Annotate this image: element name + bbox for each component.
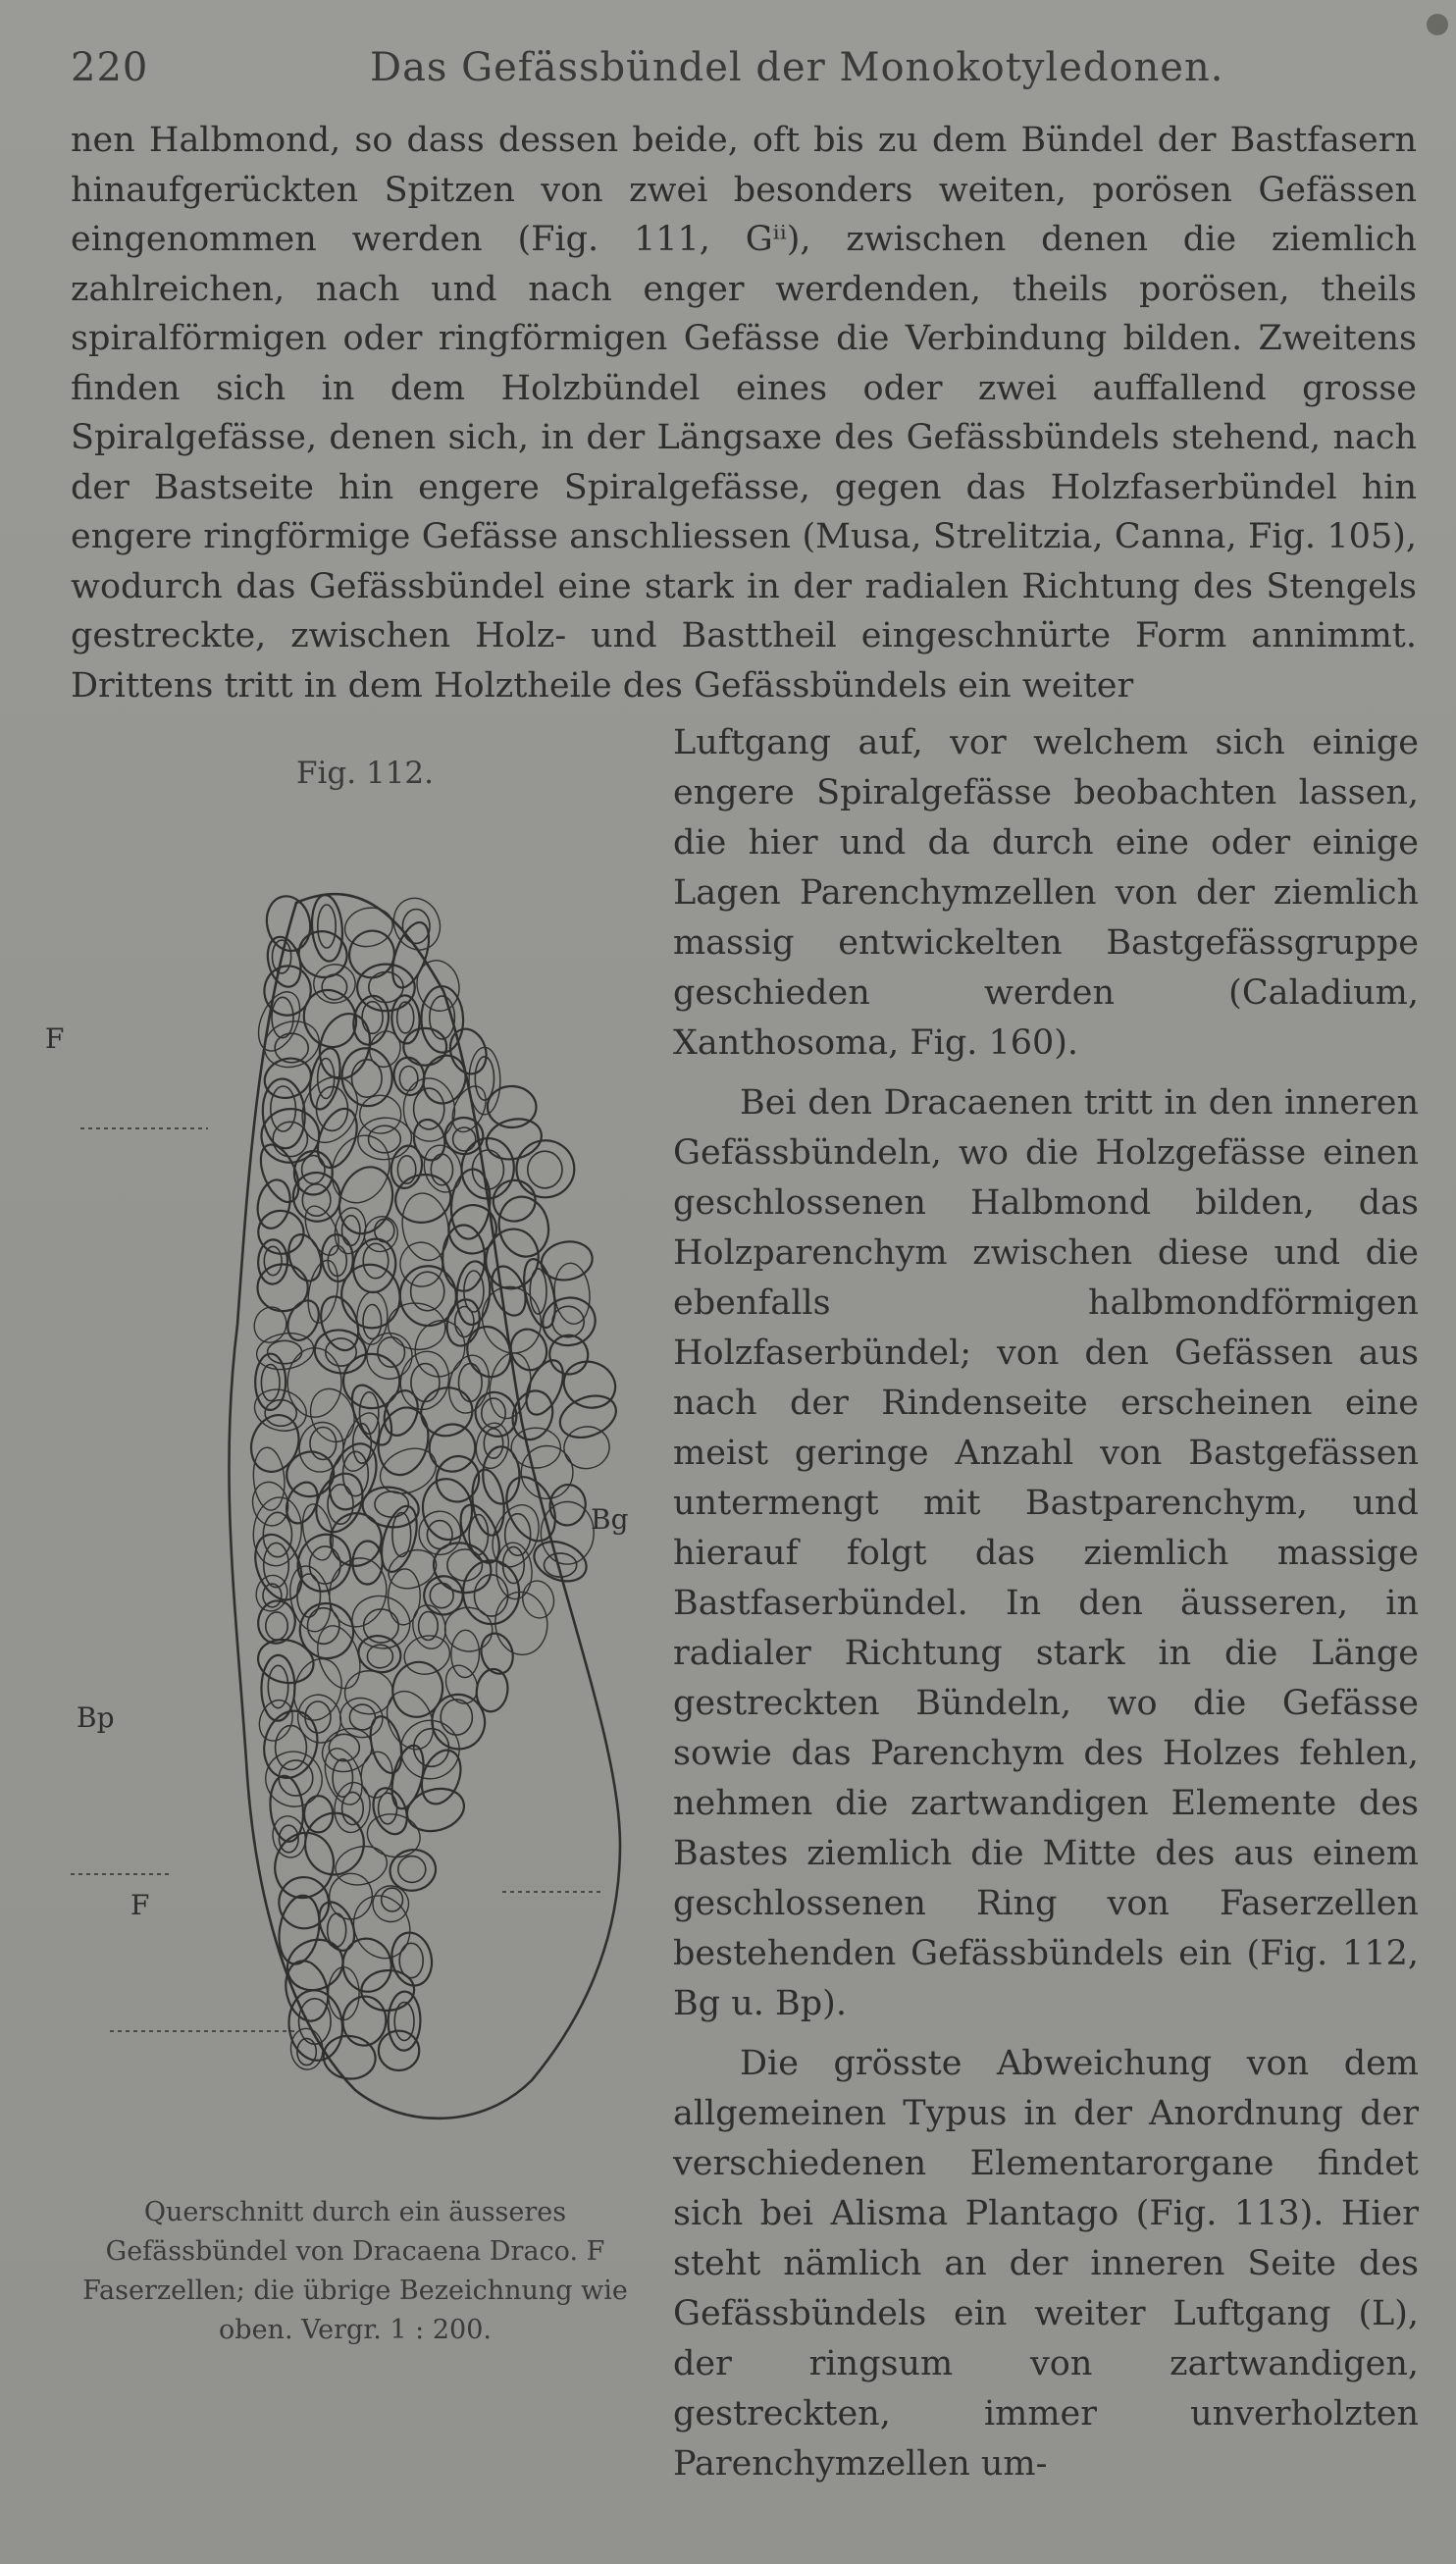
cell-outline [311, 1326, 369, 1377]
cell-outline [519, 1355, 570, 1421]
cell-outline [255, 1354, 286, 1410]
cell-outline [372, 1402, 435, 1480]
cell-outline [257, 1744, 330, 1815]
cell-lumen [484, 1429, 502, 1458]
cell-outline [341, 903, 397, 951]
right-text-column [673, 718, 1419, 2489]
cell-outline [360, 1969, 415, 2013]
cell-outline [491, 1177, 539, 1225]
right-paragraph-3: Die grösste Abweichung von dem allgemeinen Typus in der Anordnung der verschiedenen Elementarorgane findet sich bei Alisma Plantago (Fig. 113). Hier steht nämlich an der inneren Seite des Gefässbündels ein weiter Luftgang (L), der ringsum von zartwandigen, gestreckten, immer unverholzten Parenchymzellen um- [673, 2044, 1419, 2484]
cell-lumen [263, 1584, 282, 1607]
cell-outline [539, 1237, 596, 1284]
cell-lumen [333, 1759, 352, 1798]
cell-outline [363, 1808, 425, 1861]
cell-outline [307, 1466, 371, 1539]
cell-outline [560, 1423, 612, 1472]
cell-outline [418, 1570, 469, 1621]
cell-outline [397, 1189, 453, 1263]
cell-outline [428, 1423, 476, 1473]
cell-outline [399, 1631, 454, 1680]
cell-outline [255, 1208, 306, 1257]
cell-outline [312, 1008, 377, 1085]
cell-outline [332, 1781, 373, 1835]
cell-outline [385, 1299, 448, 1353]
cell-outline [344, 1670, 393, 1714]
cell-outline [409, 1315, 471, 1382]
cell-lumen [379, 1793, 397, 1824]
cell-outline [300, 1808, 368, 1879]
page-number: 220 [71, 45, 149, 90]
cell-outline [254, 1330, 316, 1374]
cell-outline [483, 1446, 520, 1504]
cell-outline [450, 1630, 480, 1678]
cell-lumen [397, 1002, 414, 1033]
cell-lumen [441, 1700, 472, 1735]
cell-lumen [264, 1246, 282, 1275]
cell-outline [494, 1192, 554, 1262]
cell-outline [355, 1291, 389, 1345]
figure-caption: Querschnitt durch ein äusseres Gefässbündel von Dracaena Draco. F Faserzellen; die übrige Bezeichnung wie oben. Vergr. 1 : 200. [82, 2197, 628, 2345]
cell-outline [506, 1386, 559, 1445]
right-paragraph-2: Bei den Dracaenen tritt in den inneren Gefässbündeln, wo die Holzgefässe einen geschlossenen Halbmond bilden, das Holzparenchym zwischen diese und die ebenfalls halbmondförmigen Holzfaserbündel; von den Gefässen aus nach der Rindenseite erscheinen eine meist geringe Anzahl von Bastgefässen untermengt mit Bastparenchym, und hierauf folgt das ziemlich massige Bastfaserbündel. In den äusseren, in radialer Richtung stark in die Länge gestreckten Bündeln, wo die Gefässe sowie das Parenchym des Holzes fehlen, nehmen die zartwandigen Elemente des Bastes ziemlich die Mitte des aus einem geschlossenen Ring von Faserzellen bestehenden Gefässbündels ein (Fig. 112, Bg u. Bp). [673, 1083, 1419, 2023]
cell-lumen [352, 1060, 383, 1097]
cell-outline [513, 1136, 578, 1201]
cell-lumen [266, 1612, 287, 1640]
cell-outline [249, 1384, 311, 1438]
full-width-paragraph: nen Halbmond, so dass dessen beide, oft bis zu dem Bündel der Bastfasern hinaufgerückten Spitzen von zwei besonders weiten, porösen Gefässen eingenommen werden (Fig. 111, Gⁱⁱ), zwischen denen die ziemlich zahlreichen, nach und nach enger werdenden, theils porösen, theils spiralförmigen oder ringförmigen Gefässe die Verbindung bilden. Zweitens finden sich in dem Holzbündel eines oder zwei auffallend grosse Spiralgefässe, denen sich, in der Längsaxe des Gefässbündels stehend, nach der Bastseite hin engere Spiralgefässe, gegen das Holzfaserbündel hin engere ringförmige Gefässe anschliessen (Musa, Strelitzia, Canna, Fig. 105), wodurch das Gefässbündel eine stark in der radialen Richtung des Stengels gestreckte, zwischen Holz- und Basttheil eingeschnürte Form annimmt. Drittens tritt in dem Holztheile des Gefässbündels ein weiter [71, 121, 1417, 706]
cell-lumen [268, 1340, 302, 1363]
full-width-text-block [71, 116, 1417, 710]
cell-lumen [329, 1734, 359, 1760]
cell-outline [448, 1168, 494, 1241]
cell-lumen [363, 1243, 389, 1278]
cell-outline [379, 1386, 424, 1439]
running-header [71, 39, 1425, 98]
cell-outline [292, 1596, 361, 1665]
cell-outline [403, 1028, 446, 1066]
cell-lumen [398, 1857, 426, 1883]
cell-outline [387, 1568, 421, 1625]
figure-112 [71, 756, 650, 2365]
cell-outline [387, 1846, 440, 1895]
cell-lumen [272, 997, 293, 1037]
figure-label: Fig. 112. [296, 756, 434, 791]
cell-outline [312, 963, 356, 1004]
cell-lumen [309, 1546, 340, 1584]
figure-annotation-F-bottom: F [130, 1889, 150, 1921]
cell-outline [332, 1841, 391, 1890]
cell-lumen [430, 1583, 453, 1607]
cell-outline [287, 1348, 341, 1417]
cell-outline [286, 1653, 348, 1726]
cell-lumen [459, 1364, 483, 1402]
cell-outline [539, 1292, 600, 1350]
cell-lumen [369, 1125, 401, 1153]
cell-outline [469, 1468, 508, 1538]
cell-outline [289, 2027, 324, 2070]
cell-outline [386, 917, 437, 992]
cell-outline [412, 956, 464, 1015]
running-title: Das Gefässbündel der Monokotyledonen. [370, 45, 1224, 90]
cell-outline [468, 1386, 523, 1443]
cell-outline [494, 1542, 534, 1600]
page-blemish [1427, 14, 1448, 35]
cell-outline [390, 1170, 455, 1229]
figure-annotation-Bg: Bg [591, 1503, 629, 1536]
cell-outline [254, 1635, 318, 1689]
right-paragraph-1: Luftgang auf, vor welchem sich einige engere Spiralgefässe beobachten lassen, die hier und da durch eine oder einige Lagen Parenchymzellen von der ziemlich massig entwickelten Bastgefässgruppe geschieden werden (Caladium, Xanthosoma, Fig. 160). [673, 723, 1419, 1063]
cell-outline [243, 1408, 307, 1479]
cell-outline [402, 1782, 469, 1837]
figure-annotation-Bp: Bp [77, 1701, 115, 1734]
cell-outline [519, 1578, 557, 1621]
cell-outline [356, 1116, 412, 1161]
cell-outline [275, 1873, 333, 1932]
cell-outline [253, 1139, 306, 1208]
cell-outline [442, 1225, 485, 1290]
cell-lumen [399, 1067, 417, 1091]
cell-lumen [363, 1305, 382, 1339]
cell-lumen [261, 1364, 280, 1400]
cell-lumen [318, 905, 336, 948]
cell-lumen [276, 1726, 307, 1770]
cell-outline [410, 1117, 448, 1163]
cell-outline [338, 1935, 394, 1996]
cell-outline [469, 1047, 500, 1114]
cell-outline [261, 963, 313, 1018]
cell-outline [557, 1354, 622, 1415]
cell-lumen [302, 1156, 325, 1184]
vascular-bundle-illustration [71, 814, 650, 2188]
cell-outline [493, 1590, 550, 1657]
cell-lumen [453, 1127, 476, 1151]
cell-outline [354, 1631, 405, 1677]
cell-outline [251, 1446, 286, 1511]
cell-lumen [392, 1513, 411, 1557]
cell-lumen [362, 1002, 383, 1034]
cell-outline [260, 1077, 307, 1150]
figure-annotation-F-top: F [45, 1022, 65, 1055]
cell-lumen [528, 1151, 562, 1188]
